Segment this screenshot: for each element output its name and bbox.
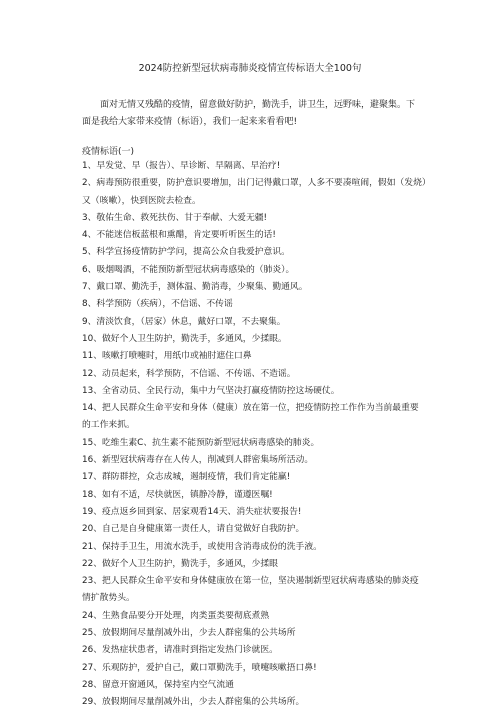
slogan-item: 16、新型冠状病毒存在人传人，削减到人群密集场所活动。 [82,455,314,466]
slogan-item: 10、做好个人卫生防护，勤洗手，多通风，少揉眼。 [82,333,287,344]
slogan-item: 2、病毒预防很重要，防护意识要增加，出门记得戴口罩，人多不要凑喧闹，假如（发烧）又（咳嗽），快到医院去检查。 [82,178,427,206]
slogan-item: 3、敬佑生命、救死扶伤、甘于奉献、大爱无疆! [82,212,268,223]
slogan-item: 4、不能迷信板蓝根和熏醋，肯定要听听医生的话! [82,230,276,241]
slogan-item: 25、放假期间尽量削减外出，少去人群密集的公共场所 [82,628,296,639]
slogan-item: 24、生熟食品要分开处理，肉类蛋类要彻底煮熟 [82,610,270,621]
slogan-item: 26、发热症状患者，请准时到指定发热门诊就医。 [82,645,278,656]
slogan-item: 19、疫点返乡回到家、居家观看14天、消失症状要报告! [82,506,302,517]
slogan-item: 14、把人民群众生命平安和身体（健康）放在第一位，把疫情防控工作作为当前最重要的工作来抓。 [82,403,419,431]
slogan-item: 8、科学预防（疾病），不信谣、不传谣 [82,299,233,310]
slogan-item: 18、如有不适，尽快就医，镇静冷静，谨遵医嘱! [82,489,273,500]
section-heading: 疫情标语(一) [82,147,135,157]
slogan-item: 6、吸烟喝酒，不能预防新型冠状病毒感染的（肺炎）。 [82,264,295,275]
slogan-item: 9、清淡饮食，（居家）休息，戴好口罩，不去聚集。 [82,316,286,327]
slogan-item: 5、科学宣扬疫情防护学问，提高公众自我爱护意识。 [82,247,290,258]
slogan-item: 21、保持手卫生，用流水洗手，或使用含消毒成份的洗手液。 [82,541,322,552]
document-title: 2024防控新型冠状病毒肺炎疫情宣传标语大全100句 [138,63,362,74]
slogan-item: 15、吃维生素C、抗生素不能预防新型冠状病毒感染的肺炎。 [82,437,320,448]
intro-paragraph: 面对无情又残酷的疫情，留意做好防护，勤洗手，讲卫生，远野味，避聚集。下面是我给大家带来疫情（标语），我们一起来来看看吧! [82,100,416,127]
slogan-item: 20、自己是自身健康第一责任人，请自觉做好自我防护。 [82,524,305,535]
slogan-item: 7、戴口罩、勤洗手，测体温、勤消毒，少聚集、勤通风。 [82,282,308,293]
slogan-item: 17、群防群控，众志成城，遏制疫情，我们肯定能赢! [82,472,291,483]
slogan-item: 28、留意开窗通风，保持室内空气流通 [82,679,234,690]
slogan-item: 27、乐观防护，爱护自己，戴口罩勤洗手，喷嚏咳嗽捂口鼻! [82,662,317,673]
slogan-item: 11、咳嗽打喷嚏时，用纸巾或袖肘遮住口鼻 [82,351,252,362]
slogan-item: 22、做好个人卫生防护，勤洗手，多通风，少揉眼 [82,558,278,569]
slogan-item: 1、早发觉、早（报告）、早诊断、早隔离、早治疗! [82,161,281,171]
slogan-item: 23、把人民群众生命平安和身体健康放在第一位，坚决遏制新型冠状病毒感染的肺炎疫情扩散势头。 [82,576,419,604]
slogan-item: 12、动员起来，科学预防，不信谣、不传谣、不造谣。 [82,368,296,379]
slogan-item: 13、全省动员、全民行动，集中力气坚决打赢疫情防控这场硬仗。 [82,385,340,396]
slogan-item: 29、放假期间尽量削减外出，少去人群密集的公共场所。 [82,697,305,708]
slogan-list [82,158,427,712]
